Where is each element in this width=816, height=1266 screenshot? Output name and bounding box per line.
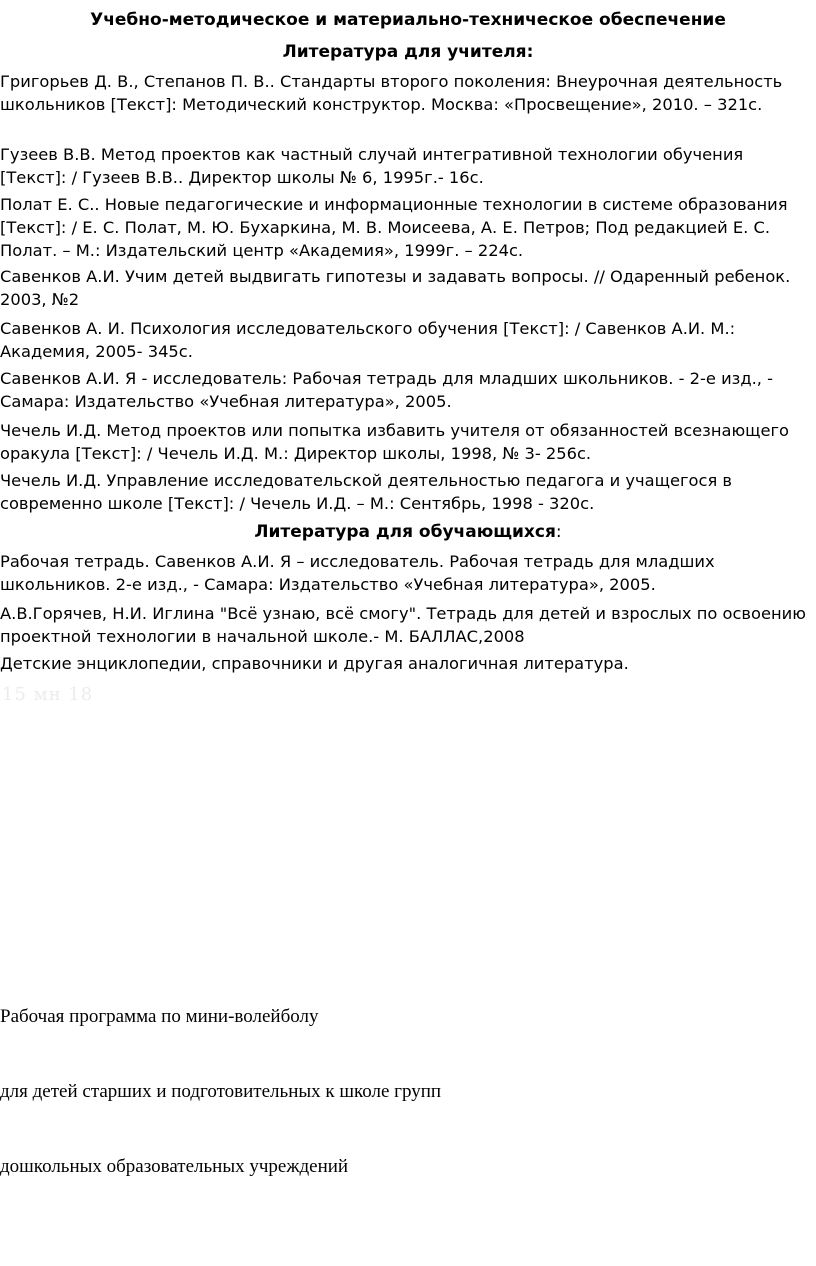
student-reference-1: Рабочая тетрадь. Савенков А.И. Я – исследователь. Рабочая тетрадь для младших школьников. 2-е изд., - Самара: Издательство «Учебная литература», 2005. <box>0 552 715 594</box>
faint-date-mark: 15 мн 18 <box>2 684 94 705</box>
teacher-reference-1: Григорьев Д. В., Степанов П. В.. Стандарты второго поколения: Внеурочная деятельность школьников [Текст]: Методический конструктор. Москва: «Просвещение», 2010. – 321с. <box>0 72 783 114</box>
students-section-title-text: Литература для обучающихся <box>254 522 556 542</box>
student-reference-2: А.В.Горячев, Н.И. Иглина "Всё узнаю, всё смогу". Тетрадь для детей и взрослых по освоению проектной технологии в начальной школе.- М. БАЛЛАС,2008 <box>0 604 806 646</box>
student-reference-3: Детские энциклопедии, справочники и другая аналогичная литература. <box>0 654 629 673</box>
students-section-title <box>0 521 816 543</box>
students-section-title-colon: : <box>555 522 562 542</box>
teachers-section-title: Литература для учителя: <box>282 42 534 62</box>
program-title-line-2: для детей старших и подготовительных к школе групп <box>0 1081 442 1102</box>
page-title: Учебно-методическое и материально-техническое обеспечение <box>90 10 726 30</box>
teacher-reference-5: Савенков А. И. Психология исследовательского обучения [Текст]: / Савенков А.И. М.: Академия, 2005- 345с. <box>0 319 736 361</box>
program-title-line-3: дошкольных образовательных учреждений <box>0 1156 349 1177</box>
program-title-line-1: Рабочая программа по мини-волейболу <box>0 1006 319 1027</box>
teacher-reference-6: Савенков А.И. Я - исследователь: Рабочая тетрадь для младших школьников. - 2-е изд., - Самара: Издательство «Учебная литература», 2005. <box>0 369 773 411</box>
teacher-reference-8: Чечель И.Д. Управление исследовательской деятельностью педагога и учащегося в современно школе [Текст]: / Чечель И.Д. – М.: Сентябрь, 1998 - 320с. <box>0 471 733 513</box>
teacher-reference-2: Гузеев В.В. Метод проектов как частный случай интегративной технологии обучения [Текст]: / Гузеев В.В.. Директор школы № 6, 1995г.- 16с. <box>0 145 744 187</box>
teacher-reference-3: Полат Е. С.. Новые педагогические и информационные технологии в системе образования [Текст]: / Е. С. Полат, М. Ю. Бухаркина, М. В. Моисеева, А. Е. Петров; Под редакцией Е. С. Полат. – М.: Издательский центр «Академия», 1999г. – 224с. <box>0 195 788 260</box>
teacher-reference-7: Чечель И.Д. Метод проектов или попытка избавить учителя от обязанностей всезнающего оракула [Текст]: / Чечель И.Д. М.: Директор школы, 1998, № 3- 256с. <box>0 421 790 463</box>
teacher-reference-4: Савенков А.И. Учим детей выдвигать гипотезы и задавать вопросы. // Одаренный ребенок. 2003, №2 <box>0 267 791 309</box>
